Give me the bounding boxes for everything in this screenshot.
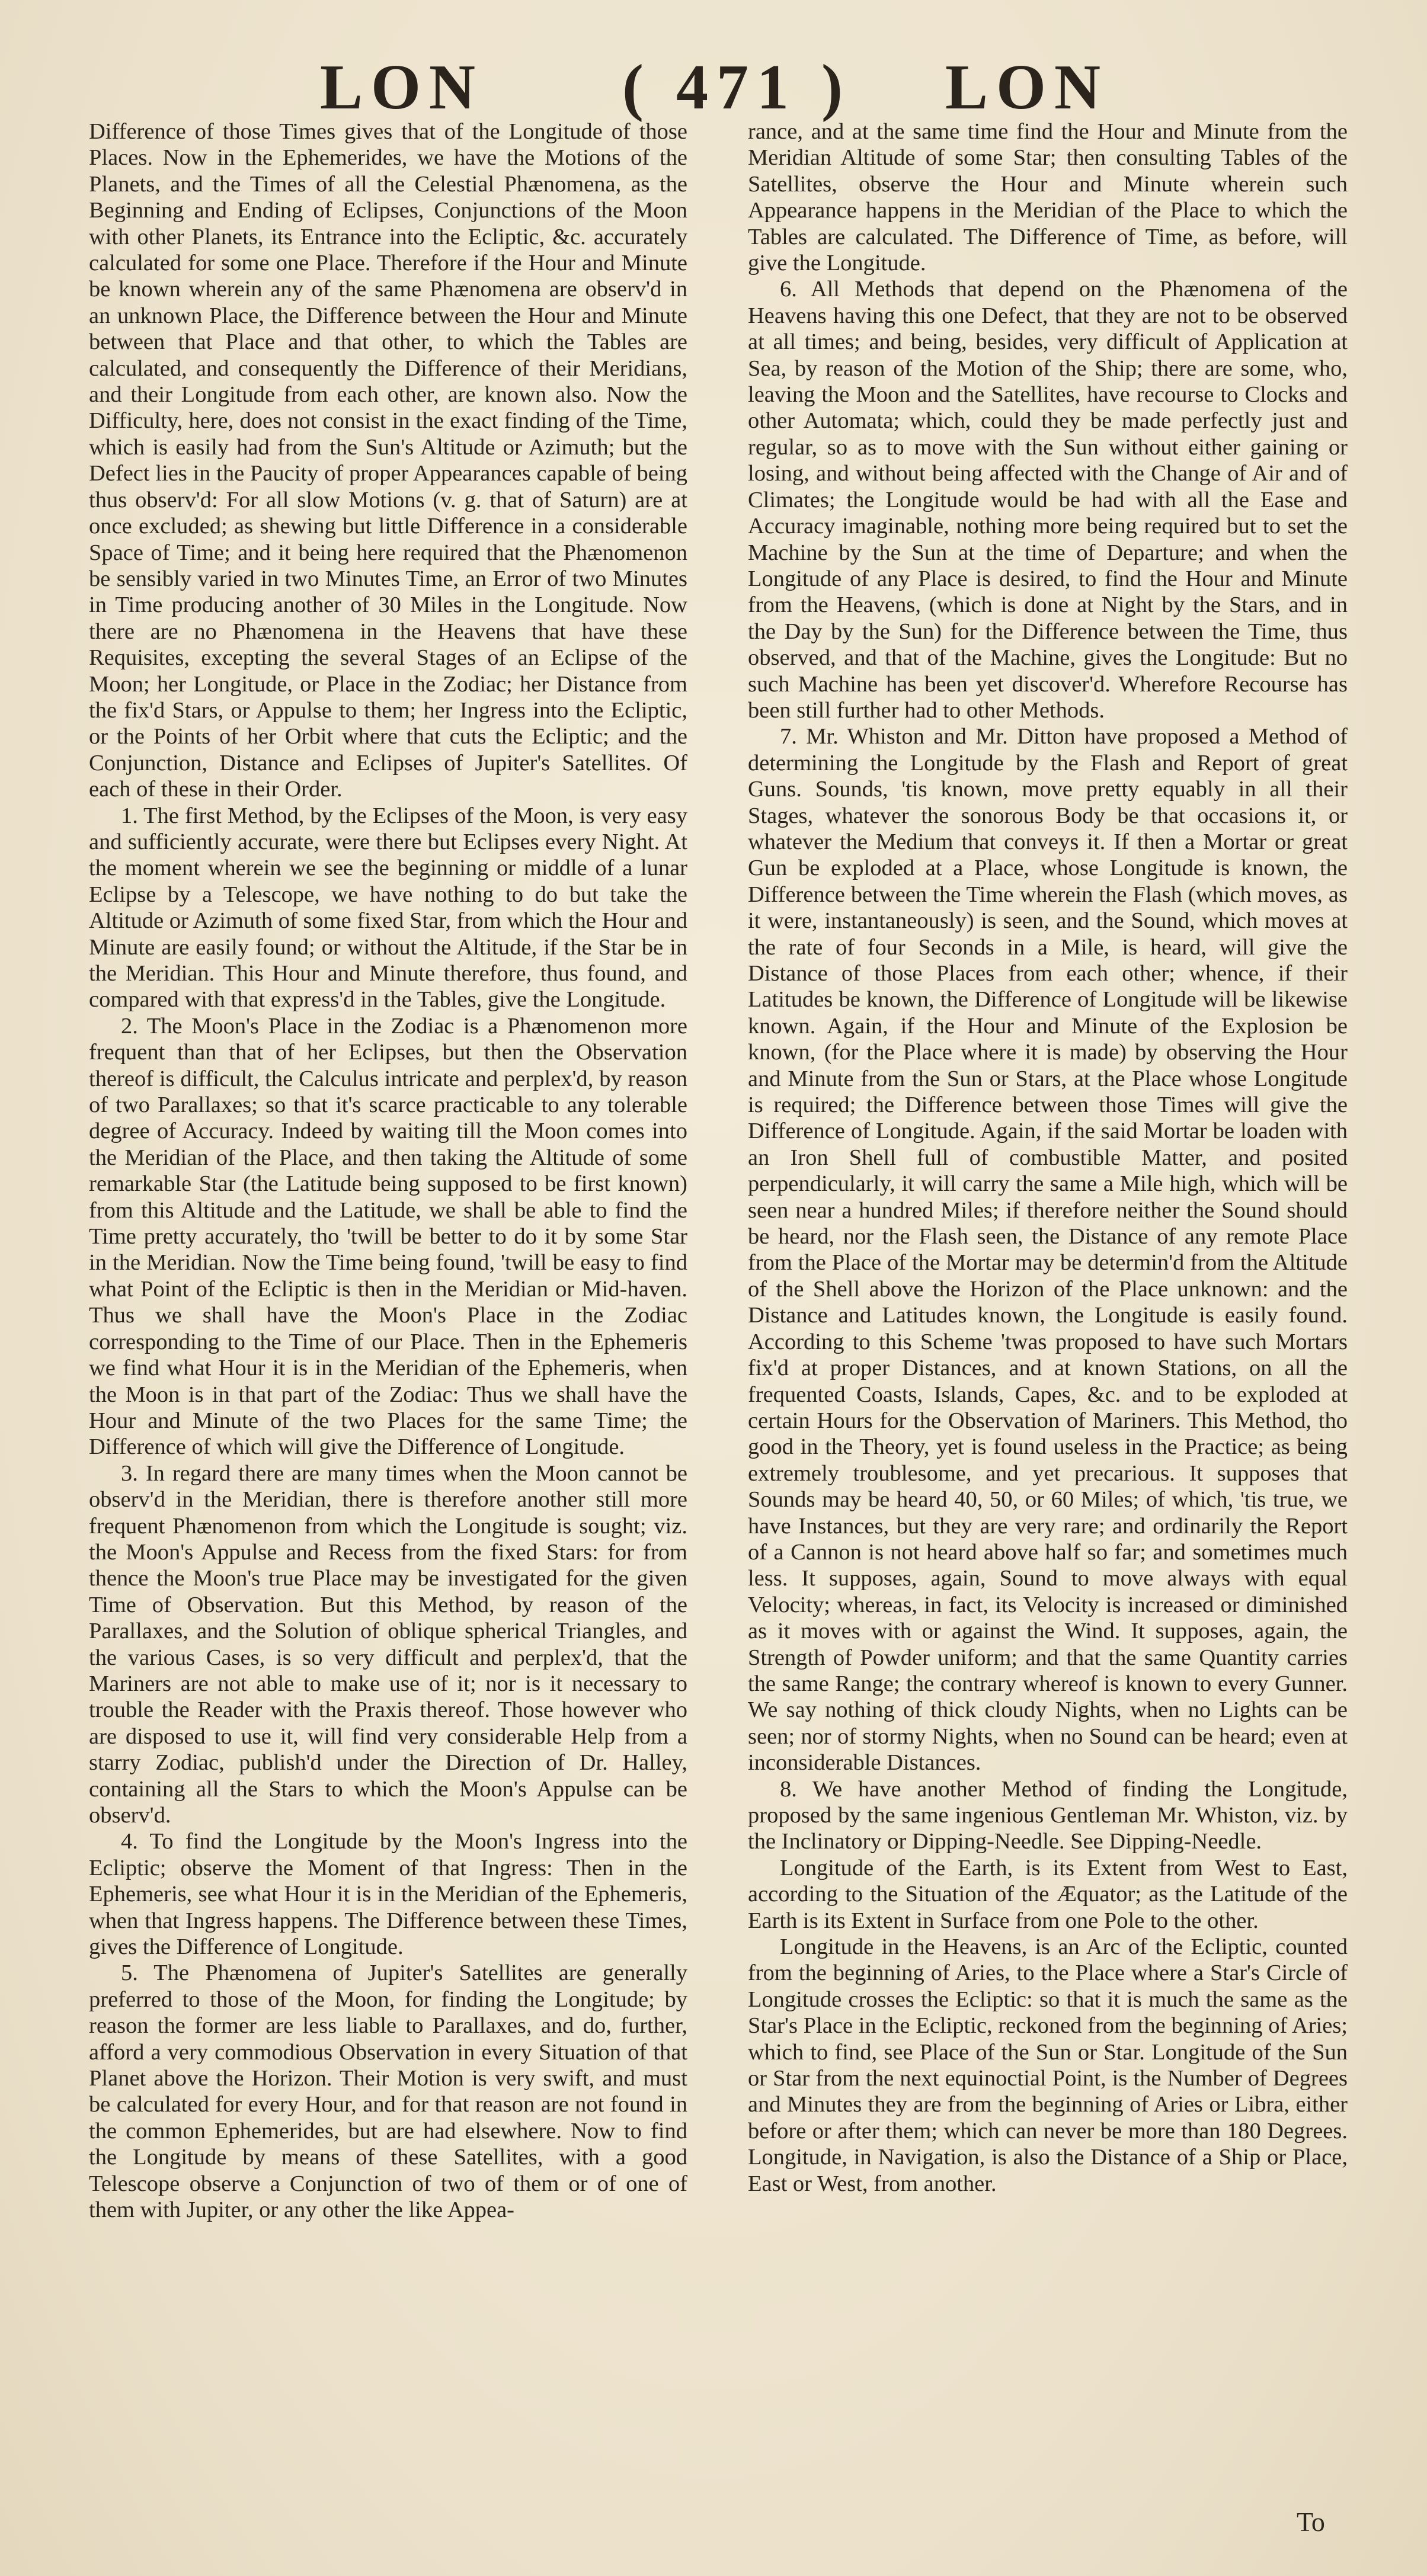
paragraph: 5. The Phænomena of Jupiter's Satellites are generally preferred to those of the Moon, for finding the Longitude; by reason the former are less liable to Parallaxes, and do, further, afford a very commodious Observation in every Situation of that Planet above the Horizon. Their Motion is very swift, and must be calculated for every Hour, and for that reason are not found in the common Ephemerides, but are had elsewhere. Now to find the Longitude by means of these Satellites, with a good Telescope observe a Conjunction of two of them or of one of them with Jupiter, or any other the like Appea-	[89, 1960, 687, 2223]
paragraph: rance, and at the same time find the Hour and Minute from the Meridian Altitude of some Star; then consulting Tables of the Satellites, observe the Hour and Minute wherein such Appearance happens in the Meridian of the Place to which the Tables are calculated. The Difference of Time, as before, will give the Longitude.	[748, 119, 1348, 276]
paragraph: 6. All Methods that depend on the Phænomena of the Heavens having this one Defect, that they are not to be observed at all times; and being, besides, very difficult of Application at Sea, by reason of the Motion of the Ship; there are some, who, leaving the Moon and the Satellites, have recourse to Clocks and other Automata; which, could they be made perfectly just and regular, so as to move with the Sun without either gaining or losing, and without being affected with the Change of Air and of Climates; the Longitude would be had with all the Ease and Accuracy imaginable, nothing more being required but to set the Machine by the Sun at the time of Departure; and when the Longitude of any Place is desired, to find the Hour and Minute from the Heavens, (which is done at Night by the Stars, and in the Day by the Sun) for the Difference between the Time, thus observed, and that of the Machine, gives the Longitude: But no such Machine has been yet discover'd. Wherefore Recourse has been still further had to other Methods.	[748, 277, 1348, 723]
paragraph: 2. The Moon's Place in the Zodiac is a Phænomenon more frequent than that of her Eclipses, but then the Observation thereof is difficult, the Calculus intricate and perplex'd, by reason of two Parallaxes; so that it's scarce practicable to any tolerable degree of Accuracy. Indeed by waiting till the Moon comes into the Meridian of the Place, and then taking the Altitude of some remarkable Star (the Latitude being supposed to be first known) from this Altitude and the Latitude, we shall be able to find the Time pretty accurately, tho 'twill be better to do it by some Star in the Meridian. Now the Time being found, 'twill be easy to find what Point of the Ecliptic is then in the Meridian or Mid-haven. Thus we shall have the Moon's Place in the Zodiac corresponding to the Time of our Place. Then in the Ephemeris we find what Hour it is in the Meridian of the Ephemeris, when the Moon is in that part of the Zodiac: Thus we shall have the Hour and Minute of the two Places for the same Time; the Difference of which will give the Difference of Longitude.	[89, 1013, 687, 1460]
paragraph: Longitude in the Heavens, is an Arc of the Ecliptic, counted from the beginning of Aries, to the Place where a Star's Circle of Longitude crosses the Ecliptic: so that it is much the same as the Star's Place in the Ecliptic, reckoned from the beginning of Aries; which to find, see Place of the Sun or Star. Longitude of the Sun or Star from the next equinoctial Point, is the Number of Degrees and Minutes they are from the beginning of Aries or Libra, either before or after them; which can never be more than 180 Degrees. Longitude, in Navigation, is also the Distance of a Ship or Place, East or West, from another.	[748, 1934, 1348, 2196]
page-number: ( 471 )	[622, 52, 851, 123]
catchword: To	[1297, 2507, 1325, 2537]
header-left-word: LON	[320, 52, 484, 123]
header-right-word: LON	[945, 52, 1109, 123]
paragraph: 4. To find the Longitude by the Moon's Ingress into the Ecliptic; observe the Moment of that Ingress: Then in the Ephemeris, see what Hour it is in the Meridian of the Ephemeris, when that Ingress happens. The Difference between these Times, gives the Difference of Longitude.	[89, 1829, 687, 1960]
paragraph: 3. In regard there are many times when the Moon cannot be observ'd in the Meridian, there is therefore another still more frequent Phænomenon from which the Longitude is sought; viz. the Moon's Appulse and Recess from the fixed Stars: for from thence the Moon's true Place may be investigated for the given Time of Observation. But this Method, by reason of the Parallaxes, and the Solution of oblique spherical Triangles, and the various Cases, is so very difficult and perplex'd, that the Mariners are not able to make use of it; nor is it necessary to trouble the Reader with the Praxis thereof. Those however who are disposed to use it, will find very considerable Help from a starry Zodiac, publish'd under the Direction of Dr. Halley, containing all the Stars to which the Moon's Appulse can be observ'd.	[89, 1460, 687, 1828]
paragraph: 8. We have another Method of finding the Longitude, proposed by the same ingenious Gentleman Mr. Whiston, viz. by the Inclinatory or Dipping-Needle. See Dipping-Needle.	[748, 1776, 1348, 1854]
paragraph: 7. Mr. Whiston and Mr. Ditton have proposed a Method of determining the Longitude by the Flash and Report of great Guns. Sounds, 'tis known, move pretty equably in all their Stages, whatever the sonorous Body be that occasions it, or whatever the Medium that conveys it. If then a Mortar or great Gun be exploded at a Place, whose Longitude is known, the Difference between the Time wherein the Flash (which moves, as it were, instantaneously) is seen, and the Sound, which moves at the rate of four Seconds in a Mile, is heard, will give the Distance of those Places from each other; whence, if their Latitudes be known, the Difference of Longitude will be likewise known. Again, if the Hour and Minute of the Explosion be known, (for the Place where it is made) by observing the Hour and Minute from the Sun or Stars, at the Place whose Longitude is required; the Difference between those Times will give the Difference of Longitude. Again, if the said Mortar be loaden with an Iron Shell full of combustible Matter, and posited perpendicularly, it will carry the same a Mile high, which will be seen near a hundred Miles; if therefore neither the Sound should be heard, nor the Flash seen, the Distance of any remote Place from the Place of the Mortar may be determin'd from the Altitude of the Shell above the Horizon of the Place unknown: and the Distance and Latitudes known, the Longitude is easily found. According to this Scheme 'twas proposed to have such Mortars fix'd at proper Distances, and at known Stations, on all the frequented Coasts, Islands, Capes, &c. and to be exploded at certain Hours for the Observation of Mariners. This Method, tho good in the Theory, yet is found useless in the Practice; as being extremely troublesome, and yet precarious. It supposes that Sounds may be heard 40, 50, or 60 Miles; of which, 'tis true, we have Instances, but they are very rare; and ordinarily the Report of a Cannon is not heard above half so far; and sometimes much less. It supposes, again, Sound to move always with equal Velocity; whereas, in fact, its Velocity is increased or diminished as it moves with or against the Wind. It supposes, again, the Strength of Powder uniform; and that the same Quantity carries the same Range; the contrary whereof is known to every Gunner. We say nothing of thick cloudy Nights, when no Lights can be seen; nor of stormy Nights, when no Sound can be heard; even at inconsiderable Distances.	[748, 724, 1348, 1776]
paragraph: 1. The first Method, by the Eclipses of the Moon, is very easy and sufficiently accurate, were there but Eclipses every Night. At the moment wherein we see the beginning or middle of a lunar Eclipse by a Telescope, we have nothing to do but take the Altitude or Azimuth of some fixed Star, from which the Hour and Minute are easily found; or without the Altitude, if the Star be in the Meridian. This Hour and Minute therefore, thus found, and compared with that express'd in the Tables, give the Longitude.	[89, 803, 687, 1013]
paragraph: Difference of those Times gives that of the Longitude of those Places. Now in the Ephemerides, we have the Motions of the Planets, and the Times of all the Celestial Phænomena, as the Beginning and Ending of Eclipses, Conjunctions of the Moon with other Planets, its Entrance into the Ecliptic, &c. accurately calculated for some one Place. Therefore if the Hour and Minute be known wherein any of the same Phænomena are observ'd in an unknown Place, the Difference between the Hour and Minute between that Place and that other, to which the Tables are calculated, and consequently the Difference of their Meridians, and their Longitude from each other, are known also. Now the Difficulty, here, does not consist in the exact finding of the Time, which is easily had from the Sun's Altitude or Azimuth; but the Defect lies in the Paucity of proper Appearances capable of being thus observ'd: For all slow Motions (v. g. that of Saturn) are at once excluded; as shewing but little Difference in a considerable Space of Time; and it being here required that the Phænomenon be sensibly varied in two Minutes Time, an Error of two Minutes in Time producing another of 30 Miles in the Longitude. Now there are no Phænomena in the Heavens that have these Requisites, excepting the several Stages of an Eclipse of the Moon; her Longitude, or Place in the Zodiac; her Distance from the fix'd Stars, or Appulse to them; her Ingress into the Ecliptic, or the Points of her Orbit where that cuts the Ecliptic; and the Conjunction, Distance and Eclipses of Jupiter's Satellites. Of each of these in their Order.	[89, 119, 687, 802]
right-column	[748, 118, 1348, 2197]
left-column	[89, 118, 687, 2223]
running-header	[0, 52, 1427, 123]
paragraph: Longitude of the Earth, is its Extent from West to East, according to the Situation of the Æquator; as the Latitude of the Earth is its Extent in Surface from one Pole to the other.	[748, 1855, 1348, 1933]
